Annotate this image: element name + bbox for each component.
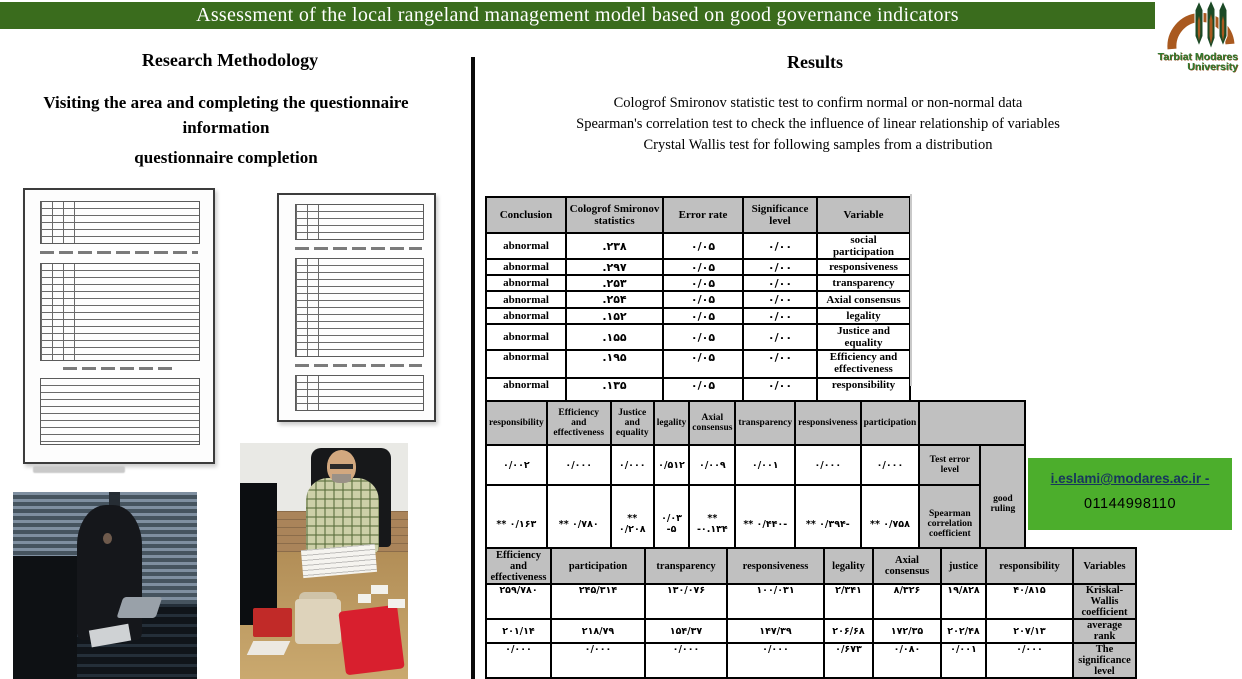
table-cell: ۰/۰۰۰ xyxy=(645,643,727,678)
table-header-cell: legality xyxy=(824,548,873,584)
table-cell: ۰/۰۰۰ xyxy=(861,445,920,485)
table-cell: ** ۰/۲۰۸ xyxy=(611,485,654,563)
methodology-heading: Research Methodology xyxy=(141,50,319,70)
table-cell: .۲۹۷ xyxy=(566,259,663,275)
methodology-sub1: Visiting the area and completing the questionnaire information xyxy=(43,93,409,137)
table-cell: abnormal xyxy=(486,378,566,404)
table-cell: ۰/۰۰ xyxy=(743,378,817,404)
table-cell: ۰/۰۵ xyxy=(663,324,743,350)
table-cell: ۲۰۶/۶۸ xyxy=(824,619,873,643)
results-line-3: Crystal Wallis test for following samples from a distribution xyxy=(643,137,993,153)
table-cell: legality xyxy=(817,308,910,324)
table-cell: ۰/۰۰۲ xyxy=(486,445,547,485)
table-cell: ** ۰/۷۸۰ xyxy=(547,485,611,563)
logo-emblem-icon xyxy=(1158,0,1238,50)
table-cell: transparency xyxy=(817,275,910,291)
table-cell: ۱۷۲/۳۵ xyxy=(873,619,941,643)
table-header-cell: responsiveness xyxy=(795,401,860,445)
telephone xyxy=(295,599,340,644)
table-cell: ۰/۰۵ xyxy=(663,378,743,404)
table-header-cell xyxy=(919,401,1025,445)
table-cell: ۰/۰۰۰ xyxy=(611,445,654,485)
table-cell: .۱۵۲ xyxy=(566,308,663,324)
red-folder xyxy=(339,605,405,675)
table-cell: ۲/۳۴۱ xyxy=(824,584,873,619)
table-cell: ۰/۰۰۹ xyxy=(689,445,735,485)
scan-table xyxy=(295,204,424,240)
table-cell: ۰/۰۸۰ xyxy=(873,643,941,678)
table-cell: ۰/۰۰ xyxy=(743,291,817,308)
table-cell: abnormal xyxy=(486,233,566,259)
table-cell: .۱۵۵ xyxy=(566,324,663,350)
banner-title: Assessment of the local rangeland management model based on good governance indicators xyxy=(196,4,959,26)
table-cell: abnormal xyxy=(486,308,566,324)
scan-table xyxy=(295,375,424,411)
table-cell: ۰/۰۰ xyxy=(743,275,817,291)
table-cell: ۰/۵۱۲ xyxy=(654,445,690,485)
monitor xyxy=(13,556,77,679)
university-logo xyxy=(1152,0,1238,72)
table-cell: ۰/۰۵ xyxy=(663,350,743,378)
table-cell: ۱۳۰/۰۷۶ xyxy=(645,584,727,619)
table-header-cell: Error rate xyxy=(663,197,743,233)
paper-slip xyxy=(247,641,291,655)
scan-text-line xyxy=(63,367,176,370)
table-cell: ** ۰/۷۵۸ xyxy=(861,485,920,563)
results-line-2: Spearman's correlation test to check the influence of linear relationship of variables xyxy=(576,116,1060,132)
logo-text xyxy=(1158,52,1238,72)
title-banner xyxy=(0,2,1155,29)
table-cell: abnormal xyxy=(486,350,566,378)
table-cell: responsibility xyxy=(817,378,910,404)
glasses xyxy=(330,464,354,469)
table-header-cell: Efficiency and effectiveness xyxy=(486,548,551,584)
table-cell: ۰/۰۰۰ xyxy=(795,445,860,485)
table-cell: ۰/۰۰ xyxy=(743,324,817,350)
contact-phone: 01144998110 xyxy=(1083,496,1177,512)
table-cell: Justice and equality xyxy=(817,324,910,350)
field-photo-2 xyxy=(240,443,408,679)
table-cell: ۰/۰۰ xyxy=(743,350,817,378)
table-cell: ۰/۰۵ xyxy=(663,259,743,275)
beard xyxy=(332,474,350,483)
table-cell: abnormal xyxy=(486,259,566,275)
table-cell: abnormal xyxy=(486,291,566,308)
logo-trees-icon xyxy=(1195,0,1227,49)
methodology-sub2: questionnaire completion xyxy=(134,148,318,167)
table-cell: ۲۰۲/۴۸ xyxy=(941,619,986,643)
table-header-cell: Spearman correlation coefficient xyxy=(919,485,980,563)
table-cell: ۲۰۷/۱۳ xyxy=(986,619,1073,643)
table-header-cell: good ruling xyxy=(980,445,1025,563)
results-line-1: Cologrof Smironov statistic test to confirm normal or non-normal data xyxy=(613,95,1023,111)
monitor xyxy=(240,483,277,625)
note-slip xyxy=(371,585,388,594)
scan-text-line xyxy=(295,364,422,367)
table-cell: ۰/۰۵ xyxy=(663,291,743,308)
note-slip xyxy=(388,599,405,608)
table-header-cell: Variables xyxy=(1073,548,1136,584)
scan-caption-smudge xyxy=(33,466,125,473)
table-header-cell: transparency xyxy=(645,548,727,584)
table-cell: ۱۰۰/۰۳۱ xyxy=(727,584,824,619)
questionnaire-scan-1 xyxy=(23,188,215,464)
table-cell: ** ۰/۳۹۴- xyxy=(795,485,860,563)
table-header-cell: Axial consensus xyxy=(873,548,941,584)
table-cell: ۰/۰۰۰ xyxy=(727,643,824,678)
person-silhouette xyxy=(77,505,141,640)
contact-card xyxy=(1028,458,1232,530)
table-cell: ۰/۰۵ xyxy=(663,233,743,259)
table-cell: ۱۹/۸۲۸ xyxy=(941,584,986,619)
table-cell: abnormal xyxy=(486,275,566,291)
table-cell: ۰/۶۷۳ xyxy=(824,643,873,678)
table-cell: ۲۰۱/۱۴ xyxy=(486,619,551,643)
logo-text-line2: University xyxy=(1187,61,1238,73)
note-slip xyxy=(358,594,371,603)
table-header-cell: Kriskal-Wallis coefficient xyxy=(1073,584,1136,619)
scan-table xyxy=(40,263,200,360)
table-cell: ۰/۰۳ -۵ xyxy=(654,485,690,563)
table-cell: ۲۵۹/۷۸۰ xyxy=(486,584,551,619)
logo-text-line1: Tarbiat Modares xyxy=(1157,51,1238,63)
table-header-cell: responsiveness xyxy=(727,548,824,584)
table-cell: ** ۰/۱۶۳ xyxy=(486,485,547,563)
table-cell: ۰/۰۰۰ xyxy=(547,445,611,485)
table-cell: .۲۵۳ xyxy=(566,275,663,291)
table-header-cell: responsibility xyxy=(486,401,547,445)
table-header-cell: Axial consensus xyxy=(689,401,735,445)
table-cell: ۰/۰۰ xyxy=(743,308,817,324)
table-cell: ۰/۰۰۰ xyxy=(486,643,551,678)
table-cell: Efficiency and effectiveness xyxy=(817,350,910,378)
table-header-cell: responsibility xyxy=(986,548,1073,584)
section-divider xyxy=(471,57,475,679)
table-cell: .۱۹۵ xyxy=(566,350,663,378)
table-cell: ۰/۰۰۱ xyxy=(735,445,795,485)
scan-table xyxy=(40,378,200,445)
scan-table xyxy=(40,201,200,244)
table-header-cell: Cologrof Smironov statistics xyxy=(566,197,663,233)
table-cell: ۰/۰۰۰ xyxy=(551,643,645,678)
table-header-cell: Variable xyxy=(817,197,910,233)
scan-table xyxy=(295,258,424,357)
table-header-cell: participation xyxy=(861,401,920,445)
scan-text-line xyxy=(295,247,422,250)
table-cell: Axial consensus xyxy=(817,291,910,308)
table-cell: ۰/۰۵ xyxy=(663,308,743,324)
table-header-cell: Significance level xyxy=(743,197,817,233)
person-shirt xyxy=(306,478,380,554)
table-cell: .۱۳۵ xyxy=(566,378,663,404)
table-cell: ۰/۰۰۰ xyxy=(986,643,1073,678)
table-cell: ۱۴۷/۳۹ xyxy=(727,619,824,643)
kruskal-wallis-table xyxy=(485,547,1137,679)
contact-email-link[interactable]: i.eslami@modares.ac.ir - xyxy=(1050,471,1210,486)
table-cell: ۰/۰۵ xyxy=(663,275,743,291)
table-header-cell: Justice and equality xyxy=(611,401,654,445)
table-header-cell: transparency xyxy=(735,401,795,445)
table-header-cell: participation xyxy=(551,548,645,584)
table-cell: abnormal xyxy=(486,324,566,350)
spearman-table xyxy=(485,400,1026,564)
table-cell: ۸/۳۲۶ xyxy=(873,584,941,619)
table-cell: ۰/۰۰ xyxy=(743,233,817,259)
table-header-cell: Conclusion xyxy=(486,197,566,233)
table-header-cell: legality xyxy=(654,401,690,445)
table-header-cell: average rank xyxy=(1073,619,1136,643)
table-header-cell: Test error level xyxy=(919,445,980,485)
table-cell: ۱۵۴/۳۷ xyxy=(645,619,727,643)
table-cell: ۲۴۵/۳۱۴ xyxy=(551,584,645,619)
table-cell: responsiveness xyxy=(817,259,910,275)
table-cell: ۰/۰۰ xyxy=(743,259,817,275)
red-box xyxy=(253,608,292,636)
table-cell: social participation xyxy=(817,233,910,259)
table-header-cell: The significance level xyxy=(1073,643,1136,678)
table-cell: ** -۰.۱۳۴ xyxy=(689,485,735,563)
table-cell: .۲۵۴ xyxy=(566,291,663,308)
table-edge-line xyxy=(910,194,912,386)
questionnaire-scan-2 xyxy=(277,193,436,422)
table-cell: .۲۳۸ xyxy=(566,233,663,259)
ks-test-table xyxy=(485,196,911,405)
scan-text-line xyxy=(40,251,198,254)
field-photo-1 xyxy=(13,492,197,679)
table-header-cell: Efficiency and effectiveness xyxy=(547,401,611,445)
table-cell: ۲۱۸/۷۹ xyxy=(551,619,645,643)
table-cell: ** ۰/۴۴۰- xyxy=(735,485,795,563)
telephone xyxy=(116,597,161,618)
results-heading: Results xyxy=(786,52,843,72)
table-cell: ۰/۰۰۱ xyxy=(941,643,986,678)
table-header-cell: justice xyxy=(941,548,986,584)
table-cell: ۴۰/۸۱۵ xyxy=(986,584,1073,619)
